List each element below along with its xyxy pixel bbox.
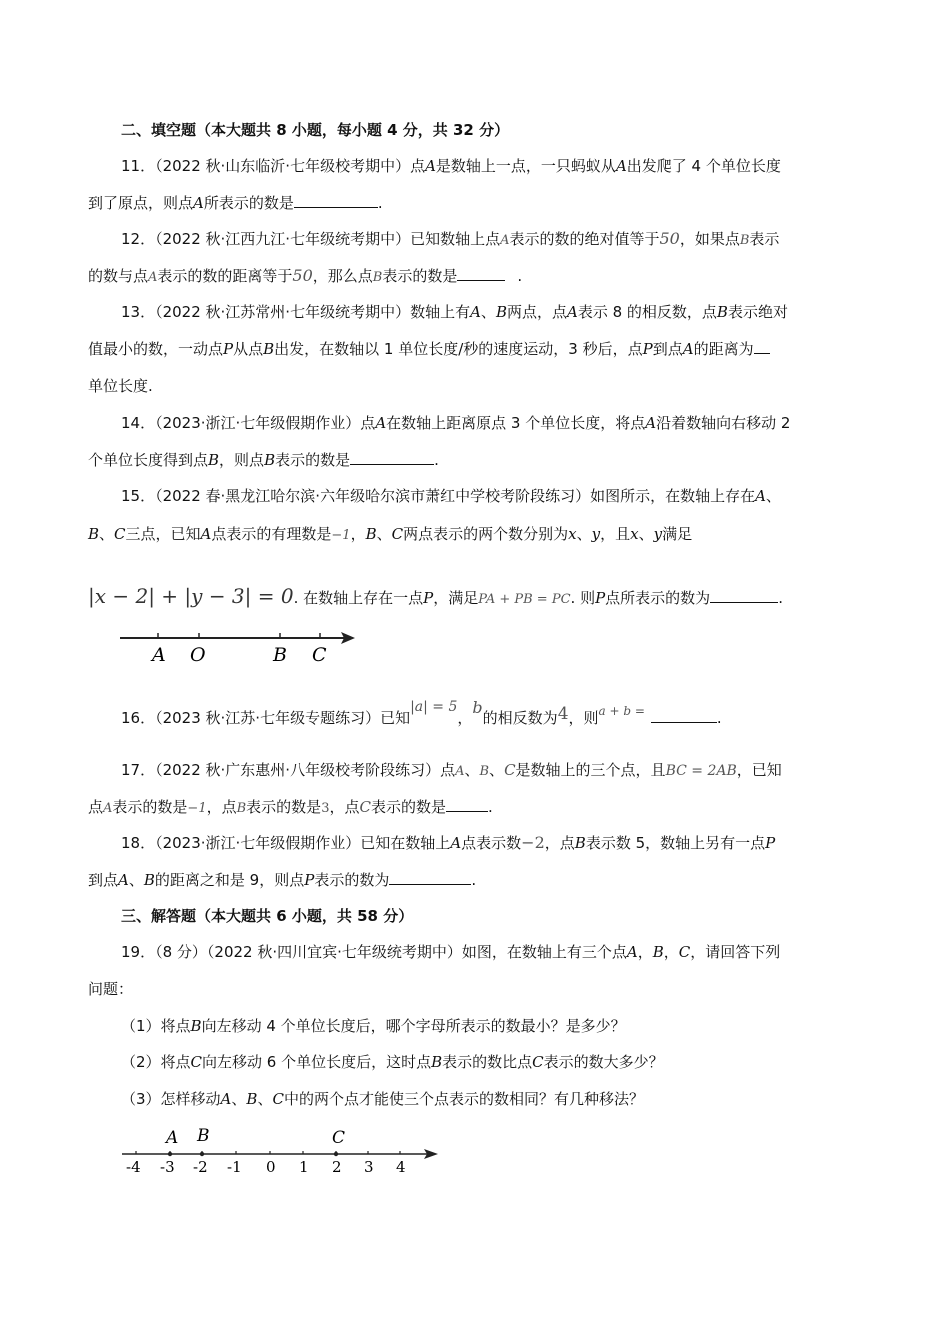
point-a: A bbox=[755, 487, 766, 505]
q12-text: 表示的数的绝对值等于 bbox=[509, 230, 660, 248]
question-11-line-2 bbox=[88, 193, 383, 213]
q12-text: 表示的数的距离等于 bbox=[157, 267, 293, 285]
q12-text: ，那么点 bbox=[312, 267, 373, 285]
tick-label: 3 bbox=[364, 1158, 374, 1176]
number-50: 50 bbox=[292, 266, 313, 285]
condition-formula: PA + PB = PC bbox=[478, 592, 571, 607]
point-c: C bbox=[190, 1053, 203, 1071]
q18-text: 到点 bbox=[88, 871, 119, 889]
point-c: C bbox=[391, 525, 404, 543]
separator: 、 bbox=[376, 525, 392, 543]
point-c: C bbox=[532, 1053, 544, 1071]
point-a: A bbox=[682, 340, 694, 358]
number-line-figure-15 bbox=[115, 628, 365, 668]
number-neg-1: −1 bbox=[331, 528, 351, 543]
q13-text: 出发，在数轴以 1 单位长度/秒的速度运动，3 秒后，点 bbox=[274, 340, 643, 358]
question-16 bbox=[121, 698, 722, 732]
q18-prefix: 18．（2023·浙江·七年级假期作业）已知在数轴上 bbox=[121, 834, 451, 852]
point-a: A bbox=[626, 943, 638, 961]
q16-text: ， bbox=[457, 709, 473, 727]
question-15-line-3 bbox=[88, 586, 783, 610]
variable-y: y bbox=[653, 525, 663, 543]
number-line-figure-19 bbox=[118, 1124, 448, 1176]
q13-text: 值最小的数，一动点 bbox=[88, 340, 224, 358]
q14-end: . bbox=[434, 451, 439, 469]
point-c: C bbox=[272, 1090, 284, 1108]
point-a: A bbox=[615, 157, 627, 175]
separator: ， bbox=[663, 943, 679, 961]
point-p: P bbox=[765, 834, 776, 852]
q17-text: 表示的数是 bbox=[246, 798, 322, 816]
q12-text: 表示 bbox=[749, 230, 780, 248]
question-19-part-3 bbox=[121, 1089, 644, 1109]
q15-text: 点表示的有理数是 bbox=[211, 525, 332, 543]
question-12-line-2 bbox=[88, 266, 522, 288]
q16-end: . bbox=[716, 709, 722, 727]
q12-text: 表示的数是 bbox=[382, 267, 458, 285]
q14-text: 表示的数是 bbox=[275, 451, 351, 469]
answer-blank[interactable] bbox=[389, 870, 471, 885]
point-b: B bbox=[372, 270, 383, 285]
point-label-c: C bbox=[332, 1128, 346, 1148]
question-18-line-2 bbox=[88, 870, 476, 890]
q14-text: 在数轴上距离原点 3 个单位长度，将点 bbox=[386, 414, 646, 432]
point-b: B bbox=[190, 1017, 202, 1035]
q16-text: 的相反数为 bbox=[482, 709, 558, 727]
axis-label-o: O bbox=[190, 644, 206, 666]
point-p: P bbox=[223, 340, 234, 358]
question-19-line-2: 问题： bbox=[88, 980, 134, 998]
separator: 、 bbox=[128, 871, 144, 889]
q11-end: . bbox=[377, 194, 383, 212]
point-b: B bbox=[652, 943, 664, 961]
point-a: A bbox=[193, 194, 204, 212]
tick-label: -4 bbox=[126, 1158, 141, 1176]
q15-text: ，满足 bbox=[433, 589, 479, 607]
q11-text: 是数轴上一点，一只蚂蚁从 bbox=[435, 157, 616, 175]
axis-label-c: C bbox=[312, 644, 327, 666]
point-a: A bbox=[103, 801, 113, 816]
absolute-value-a: |a| = 5 bbox=[410, 699, 458, 715]
q19-text: 中的两个点才能使三个点表示的数相同？有几种移法？ bbox=[283, 1090, 644, 1108]
answer-blank[interactable] bbox=[294, 193, 378, 208]
point-a: A bbox=[220, 1090, 232, 1108]
separator: 、 bbox=[464, 761, 480, 779]
point-b: B bbox=[264, 451, 276, 469]
point-p: P bbox=[595, 589, 606, 607]
question-19-part-2 bbox=[121, 1052, 664, 1072]
q13-text: 两点，点 bbox=[506, 303, 567, 321]
q13-text: 从点 bbox=[233, 340, 264, 358]
q19-text: （1）将点 bbox=[121, 1017, 191, 1035]
q12-prefix: 12．（2022 秋·江西九江·七年级统考期中）已知数轴上点 bbox=[121, 230, 501, 248]
point-a: A bbox=[118, 871, 129, 889]
q19-text: 向左移动 4 个单位长度后，哪个字母所表示的数最小？是多少？ bbox=[201, 1017, 626, 1035]
point-c: C bbox=[504, 761, 516, 779]
tick-label: 1 bbox=[299, 1158, 309, 1176]
point-b: B bbox=[431, 1053, 443, 1071]
point-b: B bbox=[88, 525, 100, 543]
q11-prefix: 11．（2022 秋·山东临沂·七年级校考期中）点 bbox=[121, 157, 426, 175]
q15-text: 、 bbox=[638, 525, 654, 543]
variable-x: x bbox=[568, 525, 577, 543]
number-3: 3 bbox=[321, 801, 330, 816]
q14-text: 个单位长度得到点 bbox=[88, 451, 209, 469]
q19-prefix: 19．（8 分）（2022 秋·四川宜宾·七年级统考期中）如图，在数轴上有三个点 bbox=[121, 943, 627, 961]
q19-text: （2）将点 bbox=[121, 1053, 191, 1071]
q15-text: ，且 bbox=[600, 525, 631, 543]
tick-label: -2 bbox=[193, 1158, 208, 1176]
point-b: B bbox=[263, 340, 275, 358]
q15-prefix: 15．（2022 春·黑龙江哈尔滨·六年级哈尔滨市萧红中学校考阶段练习）如图所示，在数轴上存在 bbox=[121, 487, 756, 505]
q14-text: ，则点 bbox=[219, 451, 265, 469]
point-a: A bbox=[470, 303, 481, 321]
point-a: A bbox=[500, 233, 510, 248]
point-b: B bbox=[365, 525, 377, 543]
q17-prefix: 17．（2022 秋·广东惠州·八年级校考阶段练习）点 bbox=[121, 761, 456, 779]
point-a: A bbox=[566, 303, 578, 321]
question-13-line-2 bbox=[88, 339, 770, 359]
answer-blank[interactable] bbox=[754, 339, 770, 354]
point-b: B bbox=[495, 303, 507, 321]
q16-text: ，则 bbox=[568, 709, 599, 727]
section-2-heading: 二、填空题（本大题共 8 小题，每小题 4 分，共 32 分） bbox=[121, 121, 510, 139]
q15-text: 点所表示的数为 bbox=[605, 589, 711, 607]
variable-x: x bbox=[630, 525, 639, 543]
point-c: C bbox=[114, 525, 126, 543]
question-12-line-1 bbox=[121, 229, 779, 251]
sum-expression: a + b = bbox=[598, 704, 645, 718]
point-b: B bbox=[739, 233, 750, 248]
question-19-part-1 bbox=[121, 1016, 626, 1036]
answer-blank[interactable] bbox=[446, 797, 488, 812]
variable-y: y bbox=[591, 525, 601, 543]
question-15-line-2 bbox=[88, 524, 692, 546]
q12-text: 的数与点 bbox=[88, 267, 149, 285]
point-p: P bbox=[642, 340, 653, 358]
q15-end: . bbox=[778, 589, 783, 607]
separator: 、 bbox=[489, 761, 505, 779]
q13-text: 到点 bbox=[652, 340, 683, 358]
q19-text: 表示的数大多少？ bbox=[543, 1053, 664, 1071]
question-13-line-1 bbox=[121, 302, 788, 322]
tick-label: -3 bbox=[160, 1158, 175, 1176]
q11-text: 到了原点，则点 bbox=[88, 194, 194, 212]
point-p: P bbox=[304, 871, 315, 889]
q18-text: 表示数 5，数轴上另有一点 bbox=[585, 834, 766, 852]
answer-blank[interactable] bbox=[710, 588, 778, 603]
q13-text: 表示绝对 bbox=[727, 303, 788, 321]
q17-text: ，点 bbox=[329, 798, 360, 816]
point-label-a: A bbox=[166, 1128, 179, 1148]
q17-end: . bbox=[487, 798, 493, 816]
number-50: 50 bbox=[659, 229, 680, 248]
separator: 、 bbox=[99, 525, 115, 543]
q11-text: 所表示的数是 bbox=[203, 194, 294, 212]
point-dot-b bbox=[200, 1152, 204, 1156]
axis-label-b: B bbox=[273, 644, 287, 666]
q15-text: 满足 bbox=[662, 525, 693, 543]
point-p: P bbox=[423, 589, 434, 607]
q14-prefix: 14．（2023·浙江·七年级假期作业）点 bbox=[121, 414, 376, 432]
tick-label: 0 bbox=[266, 1158, 276, 1176]
number-neg-1: −1 bbox=[187, 801, 207, 816]
question-19-line-1 bbox=[121, 942, 780, 962]
q13-text: 的距离为 bbox=[693, 340, 754, 358]
q17-text: 表示的数是 bbox=[370, 798, 446, 816]
axis-label-a: A bbox=[152, 644, 166, 666]
question-13-line-3: 单位长度. bbox=[88, 377, 153, 395]
number-neg-2: −2 bbox=[521, 833, 545, 852]
question-11-line-1 bbox=[121, 156, 781, 176]
q12-text: ，如果点 bbox=[679, 230, 740, 248]
separator: 、 bbox=[480, 303, 496, 321]
separator: ， bbox=[637, 943, 653, 961]
q15-text: 三点，已知 bbox=[125, 525, 201, 543]
point-label-b: B bbox=[197, 1126, 210, 1146]
q18-text: 点表示数 bbox=[461, 834, 522, 852]
number-4: 4 bbox=[557, 704, 569, 724]
question-18-line-1 bbox=[121, 833, 775, 853]
q19-text: 向左移动 6 个单位长度后，这时点 bbox=[202, 1053, 432, 1071]
q15-text: 两点表示的两个数分别为 bbox=[403, 525, 569, 543]
separator: 、 bbox=[231, 1090, 247, 1108]
point-b: B bbox=[208, 451, 220, 469]
point-b: B bbox=[716, 303, 728, 321]
answer-blank[interactable] bbox=[350, 450, 434, 465]
q17-text: 点 bbox=[88, 798, 104, 816]
tick-label: -1 bbox=[227, 1158, 242, 1176]
question-14-line-1 bbox=[121, 413, 790, 433]
absolute-value-equation: |x − 2| + |y − 3| = 0 bbox=[88, 584, 294, 608]
point-dot-a bbox=[168, 1152, 172, 1156]
point-b: B bbox=[143, 871, 155, 889]
q15-text: ， bbox=[350, 525, 366, 543]
point-b: B bbox=[479, 764, 490, 779]
tick-label: 2 bbox=[332, 1158, 342, 1176]
answer-blank[interactable] bbox=[457, 266, 505, 281]
q14-text: 沿着数轴向右移动 2 bbox=[656, 414, 791, 432]
q11-text: 出发爬了 4 个单位长度 bbox=[626, 157, 781, 175]
q13-prefix: 13．（2022 秋·江苏常州·七年级统考期中）数轴上有 bbox=[121, 303, 471, 321]
q13-text: 表示 8 的相反数，点 bbox=[577, 303, 717, 321]
point-a: A bbox=[148, 270, 158, 285]
point-b: B bbox=[246, 1090, 258, 1108]
section-3-heading: 三、解答题（本大题共 6 小题，共 58 分） bbox=[121, 907, 414, 925]
q16-prefix: 16．（2023 秋·江苏·七年级专题练习）已知 bbox=[121, 709, 411, 727]
point-a: A bbox=[425, 157, 436, 175]
q15-text: . 则 bbox=[570, 589, 596, 607]
point-a: A bbox=[375, 414, 387, 432]
variable-b: b bbox=[472, 698, 483, 717]
point-a: A bbox=[200, 525, 212, 543]
point-a: A bbox=[645, 414, 657, 432]
q15-text: . 在数轴上存在一点 bbox=[293, 589, 424, 607]
q12-end: . bbox=[517, 267, 523, 285]
tick-label: 4 bbox=[396, 1158, 406, 1176]
q18-end: . bbox=[471, 871, 477, 889]
q19-text: （3）怎样移动 bbox=[121, 1090, 221, 1108]
point-b: B bbox=[236, 801, 247, 816]
separator: 、 bbox=[257, 1090, 273, 1108]
question-17-line-1 bbox=[121, 760, 782, 782]
point-b: B bbox=[574, 834, 586, 852]
separator: 、 bbox=[765, 487, 781, 505]
q15-text: 、 bbox=[576, 525, 592, 543]
q19-text: ，请回答下列 bbox=[690, 943, 781, 961]
q18-text: 表示的数为 bbox=[314, 871, 390, 889]
q17-text: ，点 bbox=[206, 798, 237, 816]
q19-text: 表示的数比点 bbox=[442, 1053, 533, 1071]
q18-text: ，点 bbox=[544, 834, 575, 852]
question-15-line-1 bbox=[121, 486, 781, 506]
question-14-line-2 bbox=[88, 450, 439, 470]
q17-text: ，已知 bbox=[736, 761, 782, 779]
question-17-line-2 bbox=[88, 797, 493, 819]
point-a: A bbox=[455, 764, 465, 779]
q18-text: 的距离之和是 9，则点 bbox=[154, 871, 305, 889]
q17-text: 是数轴上的三个点，且 bbox=[515, 761, 666, 779]
answer-blank[interactable] bbox=[651, 708, 717, 723]
q17-text: 表示的数是 bbox=[112, 798, 188, 816]
relation-formula: BC = 2AB bbox=[665, 763, 737, 779]
point-a: A bbox=[450, 834, 462, 852]
point-c: C bbox=[678, 943, 691, 961]
point-dot-c bbox=[334, 1152, 338, 1156]
point-c: C bbox=[359, 798, 371, 816]
